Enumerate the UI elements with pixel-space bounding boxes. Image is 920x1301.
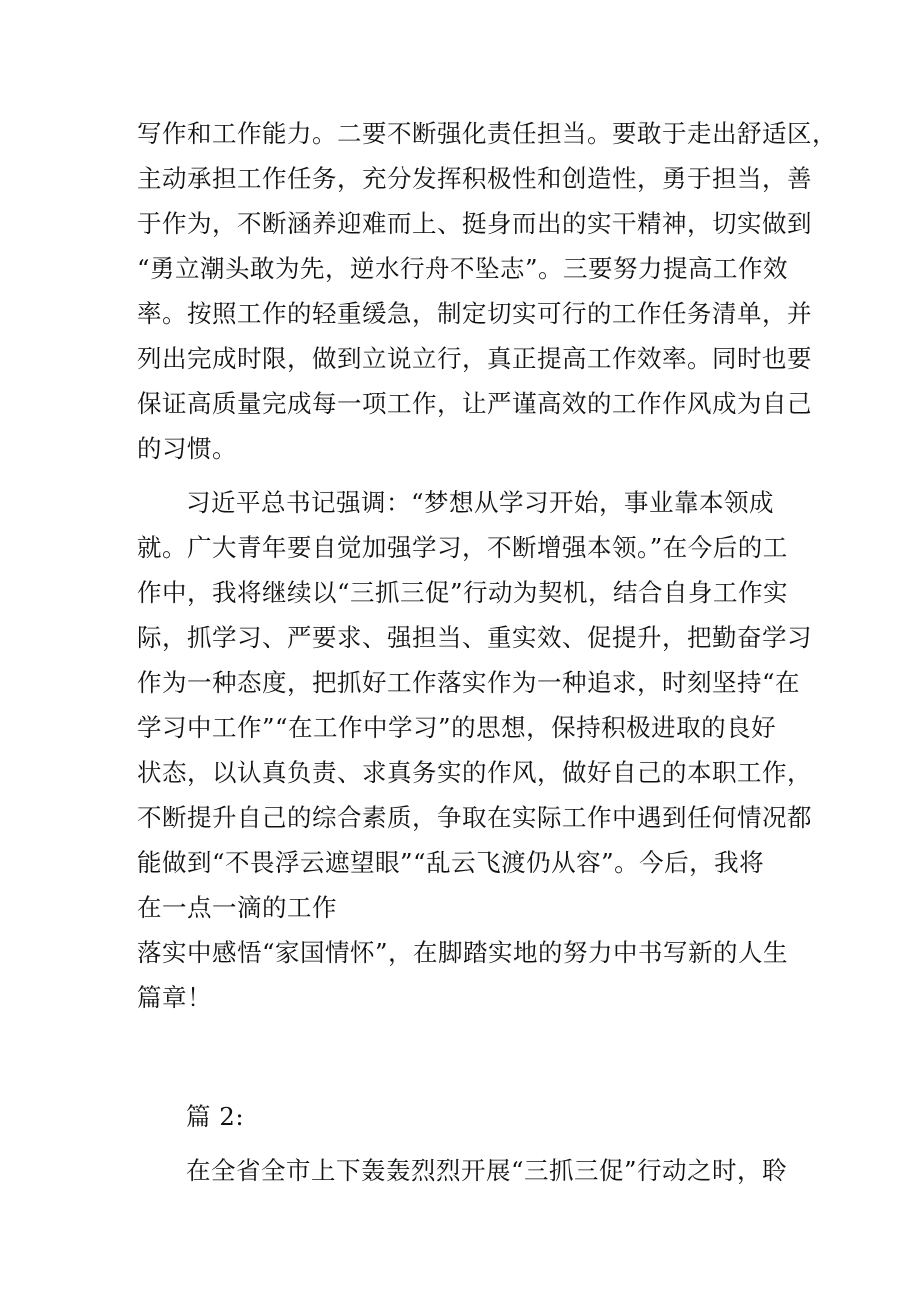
text-line: 不断提升自己的综合素质，争取在实际工作中遇到任何情况都 [137,803,812,832]
text-line: 际，抓学习、严要求、强担当、重实效、促提升，把勤奋学习 [137,623,812,652]
text-line: 在一点一滴的工作 [137,893,337,922]
text-line: 保证高质量完成每一项工作，让严谨高效的工作作风成为自己 [137,389,812,418]
text-line: 率。按照工作的轻重缓急，制定切实可行的工作任务清单，并 [137,299,812,328]
text-line: 就。广大青年要自觉加强学习，不断增强本领。”在今后的工 [137,533,788,562]
text-line: 能做到“不畏浮云遮望眼”“乱云飞渡仍从容”。今后，我将 [137,848,765,877]
text-line: 的习惯。 [137,434,237,463]
text-line: 作为一种态度，把抓好工作落实作为一种追求，时刻坚持“在 [137,668,801,697]
text-line: 于作为，不断涵养迎难而上、挺身而出的实干精神，切实做到 [137,209,812,238]
text-line: 写作和工作能力。二要不断强化责任担当。要敢于走出舒适区， [137,119,837,148]
text-line: “勇立潮头敢为先，逆水行舟不坠志”。三要努力提高工作效 [137,254,789,283]
text-line: 主动承担工作任务，充分发挥积极性和创造性，勇于担当，善 [137,164,812,193]
text-line: 习近平总书记强调：“梦想从学习开始，事业靠本领成 [186,488,775,517]
text-line: 学习中工作”“在工作中学习”的思想，保持积极进取的良好 [137,713,777,742]
text-line: 在全省全市上下轰轰烈烈开展“三抓三促”行动之时，聆 [186,1156,788,1185]
section-heading: 篇 2: [186,1102,245,1131]
text-line: 篇章！ [137,983,212,1012]
text-line: 状态，以认真负责、求真务实的作风，做好自己的本职工作， [137,758,812,787]
text-line: 作中，我将继续以“三抓三促”行动为契机，结合自身工作实 [137,578,789,607]
text-line: 列出完成时限，做到立说立行，真正提高工作效率。同时也要 [137,344,812,373]
text-line: 落实中感悟“家国情怀”，在脚踏实地的努力中书写新的人生 [137,938,789,967]
